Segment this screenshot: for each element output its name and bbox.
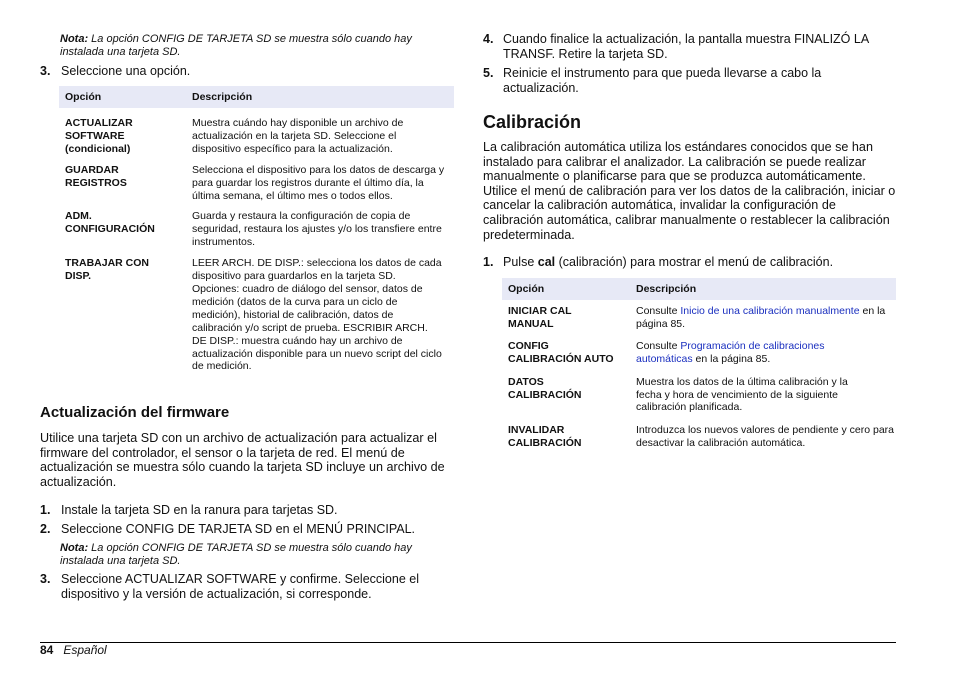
- page-number: 84: [40, 643, 54, 657]
- footer-divider: [40, 642, 896, 643]
- firmware-heading: Actualización del firmware: [40, 404, 230, 421]
- option-description: LEER ARCH. DE DISP.: selecciona los datos de cada dispositivo para guardarlos en la tarjeta SD. Opciones: cuadro de diálogo del sensor, datos de medición (datos de la curva para un ciclo de medición), historial de calibración, datos de calibración y/o script de prueba. ESCRIBIR ARCH. DE DISP.: muestra cuándo hay un archivo de actualización disponible para un nuevo script del ciclo de medición.: [192, 257, 442, 373]
- step-number: 1.: [40, 503, 51, 517]
- sd-options-table: [59, 86, 454, 373]
- note-text: La opción CONFIG DE TARJETA SD se muestra sólo cuando hay instalada una tarjeta SD.: [60, 542, 412, 567]
- option-name: TRABAJAR CON DISP.: [65, 257, 149, 283]
- link-auto-calibration[interactable]: Programación de calibraciones automáticas: [636, 339, 825, 365]
- header-description: Descripción: [186, 86, 454, 108]
- step-3-update-software: [40, 572, 454, 602]
- table-row: [502, 366, 896, 415]
- note-sd-card: [60, 33, 440, 59]
- table-header-row: [502, 278, 896, 300]
- step-number: 4.: [483, 32, 494, 46]
- firmware-intro: Utilice una tarjeta SD con un archivo de actualización para actualizar el firmware del controlador, el sensor o la tarjeta de red. El menú de actualización se muestra sólo cuando la tarjeta SD incluye un archivo de actualización.: [40, 431, 445, 489]
- cal-key: cal: [537, 255, 556, 269]
- step-text: Instale la tarjeta SD en la ranura para tarjetas SD.: [61, 503, 338, 517]
- link-manual-calibration[interactable]: Inicio de una calibración manualmente: [680, 305, 860, 317]
- table-row: [59, 202, 454, 249]
- option-name: ADM. CONFIGURACIÓN: [65, 210, 155, 236]
- header-option: Opción: [502, 278, 630, 300]
- footer-language: Español: [63, 643, 107, 657]
- table-row: [502, 414, 896, 450]
- footer: [40, 643, 107, 657]
- step-4-finish-update: [483, 32, 896, 62]
- step-text: Seleccione una opción.: [61, 64, 191, 78]
- note-text: La opción CONFIG DE TARJETA SD se muestra sólo cuando hay instalada una tarjeta SD.: [60, 33, 412, 58]
- option-description: Introduzca los nuevos valores de pendiente y cero para desactivar la calibración automática.: [636, 424, 894, 450]
- option-description: Muestra los datos de la última calibración y la fecha y hora de vencimiento de la siguiente calibración planificada.: [636, 375, 848, 414]
- step-5-restart: [483, 66, 896, 96]
- step-1-install-sd: [40, 503, 454, 518]
- step-number: 3.: [40, 572, 51, 586]
- step-text: Seleccione ACTUALIZAR SOFTWARE y confirme. Seleccione el dispositivo y la versión de actualización, si corresponde.: [61, 572, 419, 601]
- calibration-options-table: [502, 278, 896, 450]
- step-1-press-cal: [483, 255, 896, 270]
- table-row: [59, 156, 454, 203]
- option-name: DATOS CALIBRACIÓN: [508, 375, 582, 401]
- calibration-intro: La calibración automática utiliza los estándares conocidos que se han instalado para calibrar el analizador. La calibración se puede realizar manualmente o planificarse para que se produzca automáticamente. Utilice el menú de calibración para ver los datos de la calibración, iniciar o cancelar la calibración automática, invalidar la configuración de calibración automática, calibrar manualmente o restablecer la calibración predeterminada.: [483, 140, 896, 242]
- step-number: 5.: [483, 66, 494, 80]
- step-2-select-config: [40, 522, 454, 537]
- table-row: [59, 108, 454, 156]
- step-text: Reinicie el instrumento para que pueda llevarse a cabo la actualización.: [503, 66, 822, 95]
- header-description: Descripción: [630, 278, 896, 300]
- table-row: [59, 249, 454, 373]
- step-number: 1.: [483, 255, 494, 269]
- note-sd-card-2: [60, 542, 440, 568]
- table-header-row: [59, 86, 454, 108]
- table-row: [502, 331, 896, 366]
- calibration-heading: Calibración: [483, 112, 582, 132]
- table-row: [502, 300, 896, 331]
- note-label: Nota:: [60, 33, 89, 45]
- step-number: 2.: [40, 522, 51, 536]
- option-description: Selecciona el dispositivo para los datos de descarga y para guardar los registros durante el último día, la última semana, el último mes o todos ellos.: [192, 163, 445, 202]
- option-name: INVALIDAR CALIBRACIÓN: [508, 424, 582, 450]
- option-description: Guarda y restaura la configuración de copia de seguridad, restaura los ajustes y/o los transfiere entre instrumentos.: [192, 210, 442, 249]
- option-name: CONFIG CALIBRACIÓN AUTO: [508, 339, 614, 365]
- step-text: Cuando finalice la actualización, la pantalla muestra FINALIZÓ LA TRANSF. Retire la tarjeta SD.: [503, 32, 869, 61]
- step-text: Seleccione CONFIG DE TARJETA SD en el MENÚ PRINCIPAL.: [61, 522, 416, 536]
- option-name: INICIAR CAL MANUAL: [508, 305, 572, 330]
- option-description: Consulte Inicio de una calibración manualmente en la página 85.: [636, 305, 886, 330]
- step-text: Pulse cal (calibración) para mostrar el menú de calibración.: [503, 255, 834, 269]
- option-description: Muestra cuándo hay disponible un archivo de actualización en la tarjeta SD. Seleccione el dispositivo específico para la actualización.: [192, 117, 404, 155]
- option-name: ACTUALIZAR SOFTWARE (condicional): [65, 117, 133, 155]
- note-label: Nota:: [60, 542, 89, 554]
- option-description: Consulte Programación de calibraciones automáticas en la página 85.: [636, 339, 825, 365]
- step-3-select-option: [40, 64, 454, 79]
- header-option: Opción: [59, 86, 186, 108]
- option-name: GUARDAR REGISTROS: [65, 163, 127, 189]
- step-number: 3.: [40, 64, 51, 78]
